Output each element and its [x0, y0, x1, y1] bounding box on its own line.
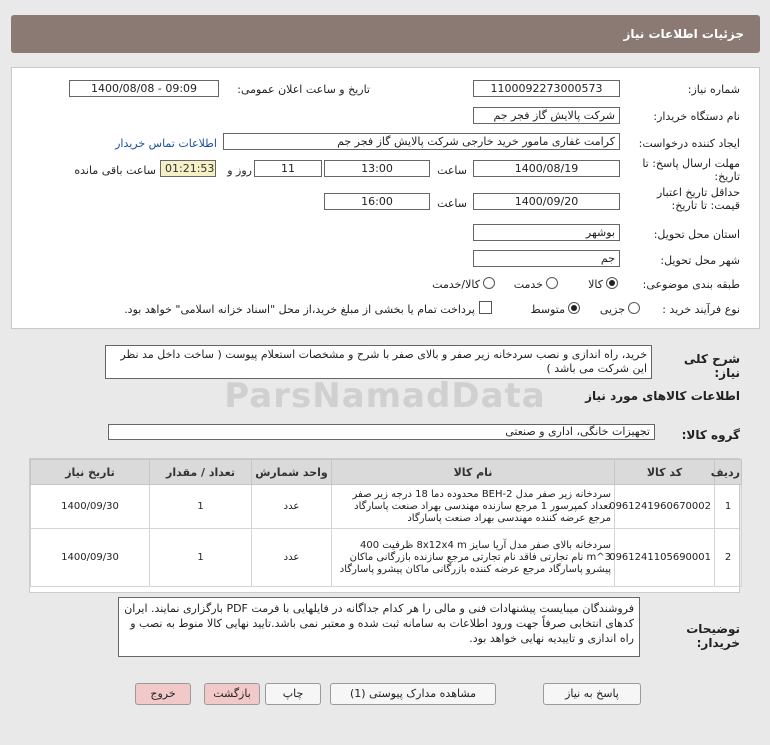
- remaining-label: ساعت باقی مانده: [74, 164, 156, 177]
- buyer-name-field: شرکت پالایش گاز فجر جم: [473, 107, 620, 124]
- goods-group-field: تجهیزات خانگی، اداری و صنعتی: [108, 424, 655, 440]
- col-row-header: ردیف: [715, 460, 742, 485]
- description-box: خرید، راه اندازی و نصب سردخانه زیر صفر و بالای صفر با شرح و مشخصات استعلام پیوست ( ساخت داخل مد نظر این شرکت می باشد ): [105, 345, 652, 379]
- requester-label: ایجاد کننده درخواست:: [638, 137, 740, 150]
- attachments-button[interactable]: مشاهده مدارک پیوستی (1): [330, 683, 496, 705]
- col-name-header: نام کالا: [332, 460, 615, 485]
- category-service-radio[interactable]: [546, 277, 558, 289]
- goods-group-label: گروه کالا:: [681, 428, 740, 442]
- back-button[interactable]: بازگشت: [204, 683, 260, 705]
- buyer-notes-label: توضیحات خریدار:: [686, 622, 740, 650]
- validity-date-field: 1400/09/20: [473, 193, 620, 210]
- reply-date-field: 1400/08/19: [473, 160, 620, 177]
- province-field: بوشهر: [473, 224, 620, 241]
- category-service-label: خدمت: [513, 278, 543, 291]
- reply-deadline-label: مهلت ارسال پاسخ: تا تاریخ:: [642, 157, 740, 183]
- item-code: 0961241105690001: [615, 529, 715, 587]
- process-minor-label: جزیی: [599, 303, 625, 316]
- item-date: 1400/09/30: [31, 485, 150, 529]
- city-field: جم: [473, 250, 620, 267]
- process-minor-radio[interactable]: [628, 302, 640, 314]
- exit-button[interactable]: خروج: [135, 683, 191, 705]
- announce-datetime-field: 1400/08/08 - 09:09: [69, 80, 219, 97]
- table-header-row: [31, 460, 742, 485]
- row-number: 1: [715, 485, 742, 529]
- goods-info-title: اطلاعات کالاهای مورد نیاز: [585, 389, 740, 403]
- buyer-notes-box: فروشندگان میبایست پیشنهادات فنی و مالی را هر کدام جداگانه در فایلهایی با فرمت PDF بارگزاری نمایند. ایران کدهای انتخابی صرفاً جهت ورود اطلاعات به سامانه ثبت شده و معتبر نمی باشد.تایید نهایی کالا منوط به نصب و راه اندازی و تاییدیه نهایی خواهد بود.: [118, 597, 640, 657]
- buyer-name-label: نام دستگاه خریدار:: [653, 110, 740, 123]
- process-medium-radio[interactable]: [568, 302, 580, 314]
- category-goods-label: کالا: [588, 278, 603, 291]
- need-number-label: شماره نیاز:: [687, 83, 740, 96]
- item-code: 0961241960670002: [615, 485, 715, 529]
- remaining-time-field: 01:21:53: [160, 160, 216, 177]
- page-title: جزئیات اطلاعات نیاز: [11, 15, 760, 53]
- watermark: ParsNamadData: [224, 376, 546, 416]
- category-label: طبقه بندی موضوعی:: [642, 278, 740, 291]
- table-row: [31, 485, 742, 529]
- reply-time-field: 13:00: [324, 160, 430, 177]
- validity-time-field: 16:00: [324, 193, 430, 210]
- days-field: 11: [254, 160, 322, 177]
- province-label: استان محل تحویل:: [653, 228, 740, 241]
- item-qty: 1: [150, 485, 252, 529]
- contact-info-link[interactable]: اطلاعات تماس خریدار: [115, 137, 217, 150]
- category-goods-service-label: کالا/خدمت: [432, 278, 480, 291]
- col-qty-header: تعداد / مقدار: [150, 460, 252, 485]
- treasury-note: پرداخت تمام یا بخشی از مبلغ خرید،از محل "اسناد خزانه اسلامی" خواهد بود.: [124, 303, 475, 316]
- reply-button[interactable]: پاسخ به نیاز: [543, 683, 641, 705]
- items-table: [29, 458, 740, 593]
- announce-datetime-label: تاریخ و ساعت اعلان عمومی:: [237, 83, 370, 96]
- process-type-label: نوع فرآیند خرید :: [662, 303, 740, 316]
- col-date-header: تاریخ نیاز: [31, 460, 150, 485]
- treasury-checkbox[interactable]: [479, 301, 492, 314]
- col-code-header: کد کالا: [615, 460, 715, 485]
- item-unit: عدد: [252, 529, 332, 587]
- description-label: شرح کلی نیاز:: [683, 352, 740, 380]
- validity-time-label: ساعت: [437, 197, 467, 210]
- process-medium-label: متوسط: [530, 303, 565, 316]
- price-validity-label: حداقل تاریخ اعتبار قیمت: تا تاریخ:: [656, 186, 740, 212]
- item-date: 1400/09/30: [31, 529, 150, 587]
- row-number: 2: [715, 529, 742, 587]
- reply-time-label: ساعت: [437, 164, 467, 177]
- table-row: [31, 529, 742, 587]
- category-goods-service-radio[interactable]: [483, 277, 495, 289]
- item-qty: 1: [150, 529, 252, 587]
- item-name: سردخانه زیر صفر مدل BEH-2 محدوده دما 18 درجه زیر صفر تعداد کمپرسور 1 مرجع سازنده مهندسی بهراد صنعت پاسارگاد مرجع عرضه کننده مهندسی بهراد صنعت پاسارگاد: [332, 485, 615, 529]
- item-unit: عدد: [252, 485, 332, 529]
- city-label: شهر محل تحویل:: [660, 254, 740, 267]
- days-and-label: روز و: [227, 164, 252, 177]
- requester-field: کرامت غفاری مامور خرید خارجی شرکت پالایش گاز فجر جم: [223, 133, 620, 150]
- print-button[interactable]: چاپ: [265, 683, 321, 705]
- category-goods-radio[interactable]: [606, 277, 618, 289]
- col-unit-header: واحد شمارش: [252, 460, 332, 485]
- need-number-field: 1100092273000573: [473, 80, 620, 97]
- item-name: سردخانه بالای صفر مدل آریا سایز 8x12x4 m ظرفیت 400 m^3 نام تجارتی فاقد نام تجارتی مرجع سازنده بازرگانی ماکان پیشرو پاسارگاد مرجع عرضه کننده بازرگانی ماکان پیشرو پاسارگاد: [332, 529, 615, 587]
